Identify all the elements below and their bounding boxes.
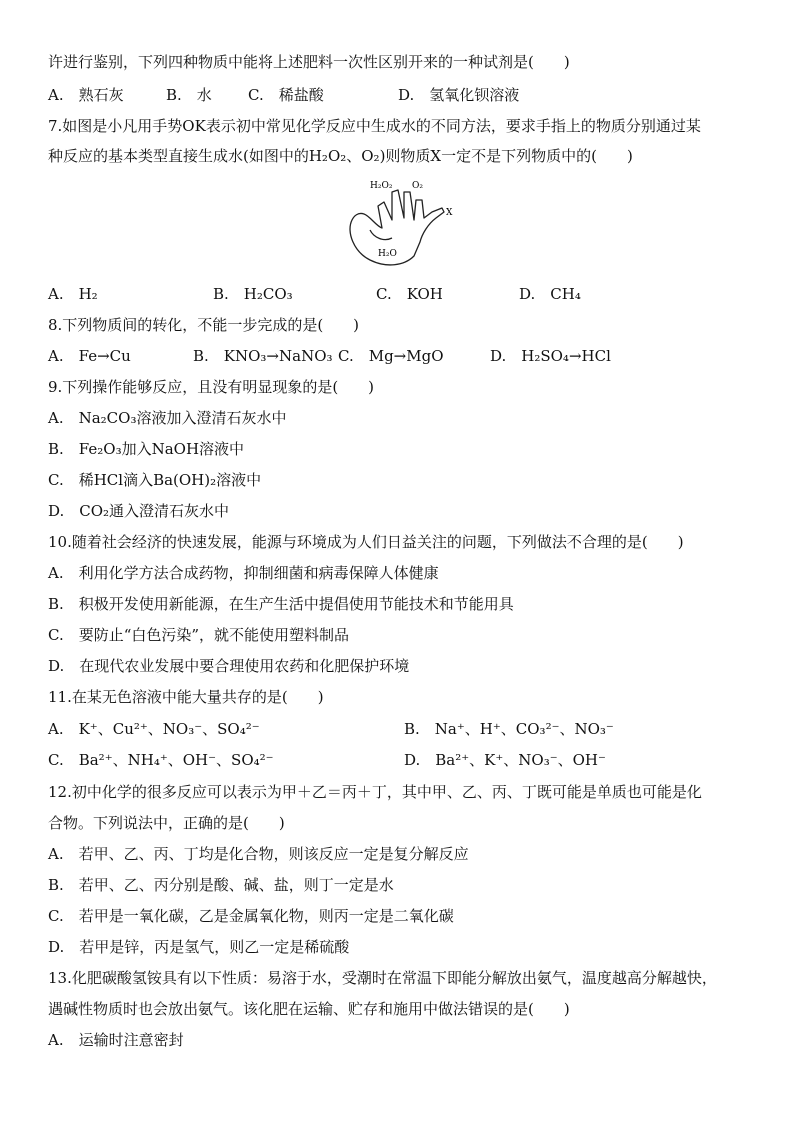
q8-stem: 8.下列物质间的转化，不能一步完成的是( ) (48, 316, 360, 334)
q11-option-d: D. Ba²⁺、K⁺、NO₃⁻、OH⁻ (404, 751, 606, 769)
q7-option-d: D. CH₄ (519, 285, 581, 303)
q7-option-c: C. KOH (376, 285, 443, 303)
q10-option-d: D. 在现代农业发展中要合理使用农药和化肥保护环境 (48, 657, 410, 675)
q12-option-c: C. 若甲是一氧化碳，乙是金属氧化物，则丙一定是二氧化碳 (48, 907, 454, 925)
q10-option-c: C. 要防止“白色污染”，就不能使用塑料制品 (48, 626, 350, 644)
q7-stem-line1: 7.如图是小凡用手势OK表示初中常见化学反应中生成水的不同方法，要求手指上的物质分别通过某 (48, 117, 701, 135)
q9-option-d: D. CO₂通入澄清石灰水中 (48, 502, 230, 520)
q9-stem: 9.下列操作能够反应，且没有明显现象的是( ) (48, 378, 375, 396)
q13-stem-line2: 遇碱性物质时也会放出氨气。该化肥在运输、贮存和施用中做法错误的是( ) (48, 1000, 570, 1018)
q6-option-c: C. 稀盐酸 (248, 86, 324, 104)
q7-option-a: A. H₂ (48, 285, 98, 303)
q10-option-b: B. 积极开发使用新能源，在生产生活中提倡使用节能技术和节能用具 (48, 595, 514, 613)
figure-label-o2: O₂ (412, 181, 423, 191)
q11-option-a: A. K⁺、Cu²⁺、NO₃⁻、SO₄²⁻ (48, 720, 260, 738)
q13-option-a: A. 运输时注意密封 (48, 1031, 184, 1049)
q9-option-a: A. Na₂CO₃溶液加入澄清石灰水中 (48, 409, 287, 427)
q6-option-a: A. 熟石灰 (48, 86, 124, 104)
q12-stem-line1: 12.初中化学的很多反应可以表示为甲＋乙＝丙＋丁，其中甲、乙、丙、丁既可能是单质也可能是化 (48, 783, 702, 801)
q10-stem: 10.随着社会经济的快速发展，能源与环境成为人们日益关注的问题，下列做法不合理的是( ) (48, 533, 684, 551)
q11-option-b: B. Na⁺、H⁺、CO₃²⁻、NO₃⁻ (404, 720, 614, 738)
figure-label-h2o2: H₂O₂ (370, 181, 393, 191)
q12-option-a: A. 若甲、乙、丙、丁均是化合物，则该反应一定是复分解反应 (48, 845, 469, 863)
q8-option-b: B. KNO₃→NaNO₃ (193, 347, 333, 365)
q8-option-d: D. H₂SO₄→HCl (490, 347, 611, 365)
q12-stem-line2: 合物。下列说法中，正确的是( ) (48, 814, 285, 832)
q11-option-c: C. Ba²⁺、NH₄⁺、OH⁻、SO₄²⁻ (48, 751, 274, 769)
q6-stem-continuation: 许进行鉴别，下列四种物质中能将上述肥料一次性区别开来的一种试剂是( ) (48, 53, 570, 71)
q10-option-a: A. 利用化学方法合成药物，抑制细菌和病毒保障人体健康 (48, 564, 439, 582)
q7-stem-line2: 种反应的基本类型直接生成水(如图中的H₂O₂、O₂)则物质X一定不是下列物质中的( ) (48, 147, 633, 165)
q9-option-c: C. 稀HCl滴入Ba(OH)₂溶液中 (48, 471, 262, 489)
figure-label-x: X (446, 208, 453, 218)
q8-option-a: A. Fe→Cu (48, 347, 131, 365)
q8-option-c: C. Mg→MgO (338, 347, 444, 365)
q12-option-b: B. 若甲、乙、丙分别是酸、碱、盐，则丁一定是水 (48, 876, 394, 894)
figure-label-h2o: H₂O (378, 249, 397, 259)
q12-option-d: D. 若甲是锌，丙是氢气，则乙一定是稀硫酸 (48, 938, 350, 956)
ok-hand-figure (340, 172, 468, 272)
q7-option-b: B. H₂CO₃ (213, 285, 293, 303)
q13-stem-line1: 13.化肥碳酸氢铵具有以下性质：易溶于水，受潮时在常温下即能分解放出氨气，温度越高分解越快， (48, 969, 717, 987)
q9-option-b: B. Fe₂O₃加入NaOH溶液中 (48, 440, 245, 458)
q11-stem: 11.在某无色溶液中能大量共存的是( ) (48, 688, 324, 706)
q6-option-b: B. 水 (166, 86, 212, 104)
q6-option-d: D. 氢氧化钡溶液 (398, 86, 520, 104)
